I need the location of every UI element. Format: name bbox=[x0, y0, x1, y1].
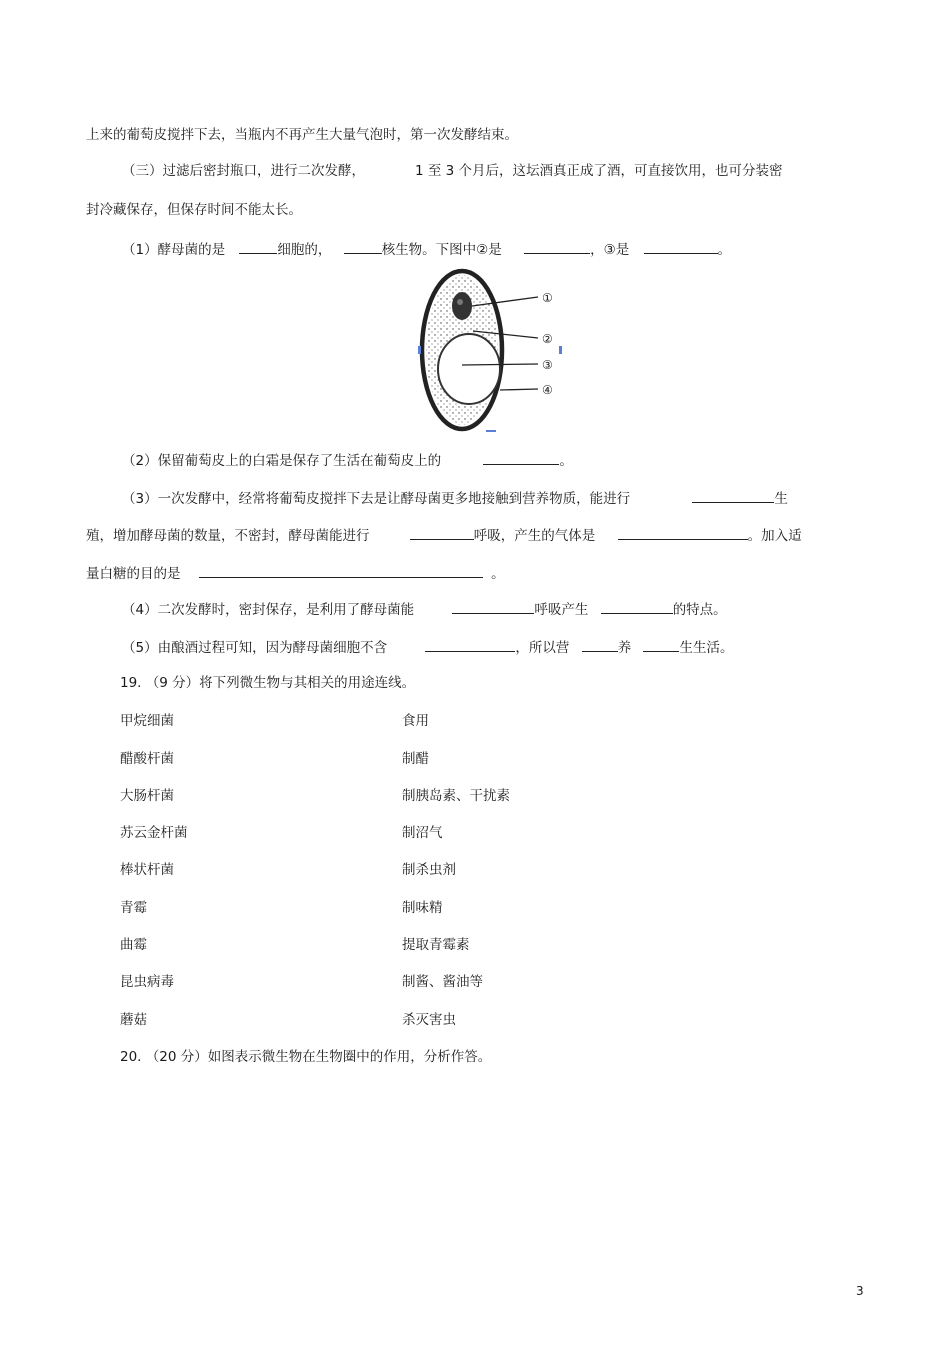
match-left-item[interactable]: 曲霉 bbox=[120, 937, 147, 953]
q4-text: 呼吸产生 bbox=[534, 602, 589, 618]
answer-blank[interactable] bbox=[618, 524, 748, 540]
q3-text: 生 bbox=[774, 491, 788, 507]
match-left-item[interactable]: 棒状杆菌 bbox=[120, 862, 174, 878]
text-line: （三）过滤后密封瓶口，进行二次发酵， bbox=[122, 163, 365, 179]
match-right-item[interactable]: 制酱、酱油等 bbox=[402, 974, 483, 990]
label-3: ③ bbox=[542, 358, 553, 372]
answer-blank[interactable] bbox=[643, 636, 679, 652]
q4-text: （4）二次发酵时，密封保存，是利用了酵母菌能 bbox=[122, 602, 415, 618]
question-19: 19. （9 分）将下列微生物与其相关的用途连线。 bbox=[120, 675, 416, 691]
answer-blank[interactable] bbox=[582, 636, 618, 652]
answer-blank[interactable] bbox=[692, 487, 774, 503]
question-4 bbox=[122, 598, 727, 620]
answer-blank[interactable] bbox=[452, 598, 534, 614]
label-4: ④ bbox=[542, 383, 553, 397]
text-line: 封冷藏保存，但保存时间不能太长。 bbox=[86, 202, 302, 218]
question-2 bbox=[122, 449, 573, 471]
q3-text: （3）一次发酵中，经常将葡萄皮搅拌下去是让酵母菌更多地接触到营养物质，能进行 bbox=[122, 491, 631, 507]
q5-text: ，所以营 bbox=[515, 640, 570, 656]
question-5 bbox=[122, 636, 733, 658]
answer-blank[interactable] bbox=[601, 598, 673, 614]
match-right-item[interactable]: 杀灭害虫 bbox=[402, 1012, 456, 1028]
q1-text: （1）酵母菌的是 bbox=[122, 242, 226, 258]
q2-text: （2）保留葡萄皮上的白霜是保存了生活在葡萄皮上的 bbox=[122, 453, 442, 469]
match-left-item[interactable]: 醋酸杆菌 bbox=[120, 751, 174, 767]
question-1 bbox=[122, 238, 731, 260]
question-3 bbox=[122, 487, 788, 509]
q2-text: 。 bbox=[559, 453, 573, 469]
label-1: ① bbox=[542, 291, 553, 305]
match-right-item[interactable]: 制味精 bbox=[402, 900, 443, 916]
q3-text: 殖，增加酵母菌的数量，不密封，酵母菌能进行 bbox=[86, 528, 370, 544]
answer-blank[interactable] bbox=[199, 562, 483, 578]
answer-blank[interactable] bbox=[483, 449, 559, 465]
q1-text: 。 bbox=[717, 242, 731, 258]
match-right-item[interactable]: 制醋 bbox=[402, 751, 429, 767]
q3-text: 。 bbox=[491, 566, 505, 582]
answer-blank[interactable] bbox=[239, 238, 277, 254]
match-left-item[interactable]: 甲烷细菌 bbox=[120, 713, 174, 729]
q3-text: 呼吸，产生的气体是 bbox=[473, 528, 596, 544]
q5-text: 养 bbox=[617, 640, 632, 656]
text-line: 上来的葡萄皮搅拌下去，当瓶内不再产生大量气泡时，第一次发酵结束。 bbox=[86, 127, 518, 143]
match-left-item[interactable]: 苏云金杆菌 bbox=[120, 825, 188, 841]
match-left-item[interactable]: 大肠杆菌 bbox=[120, 788, 174, 804]
q1-text: 细胞的， bbox=[277, 242, 332, 258]
match-right-item[interactable]: 制杀虫剂 bbox=[402, 862, 456, 878]
match-left-item[interactable]: 昆虫病毒 bbox=[120, 974, 174, 990]
yeast-cell-diagram bbox=[410, 268, 582, 434]
answer-blank[interactable] bbox=[524, 238, 590, 254]
q1-text: 核生物。下图中②是 bbox=[381, 242, 502, 258]
question-20: 20. （20 分）如图表示微生物在生物圈中的作用，分析作答。 bbox=[120, 1049, 492, 1065]
match-left-item[interactable]: 蘑菇 bbox=[120, 1012, 147, 1028]
nucleus bbox=[452, 292, 472, 320]
answer-blank[interactable] bbox=[410, 524, 474, 540]
question-3-cont bbox=[86, 562, 505, 584]
question-3-cont bbox=[86, 524, 802, 546]
page-number: 3 bbox=[856, 1284, 864, 1298]
answer-blank[interactable] bbox=[344, 238, 382, 254]
q1-text: ，③是 bbox=[590, 242, 630, 258]
answer-blank[interactable] bbox=[425, 636, 515, 652]
match-right-item[interactable]: 提取青霉素 bbox=[402, 937, 470, 953]
vacuole bbox=[438, 334, 500, 404]
q5-text: （5）由酿酒过程可知，因为酵母菌细胞不含 bbox=[122, 640, 388, 656]
match-left-item[interactable]: 青霉 bbox=[120, 900, 147, 916]
q4-text: 的特点。 bbox=[672, 602, 727, 618]
match-right-item[interactable]: 食用 bbox=[402, 713, 429, 729]
label-2: ② bbox=[542, 332, 553, 346]
q5-text: 生生活。 bbox=[679, 640, 734, 656]
match-right-item[interactable]: 制沼气 bbox=[402, 825, 443, 841]
q3-text: 。加入适 bbox=[747, 528, 802, 544]
answer-blank[interactable] bbox=[644, 238, 718, 254]
text-line: 1 至 3 个月后，这坛酒真正成了酒，可直接饮用，也可分装密 bbox=[415, 163, 783, 179]
match-right-item[interactable]: 制胰岛素、干扰素 bbox=[402, 788, 510, 804]
q3-text: 量白糖的目的是 bbox=[86, 566, 181, 582]
